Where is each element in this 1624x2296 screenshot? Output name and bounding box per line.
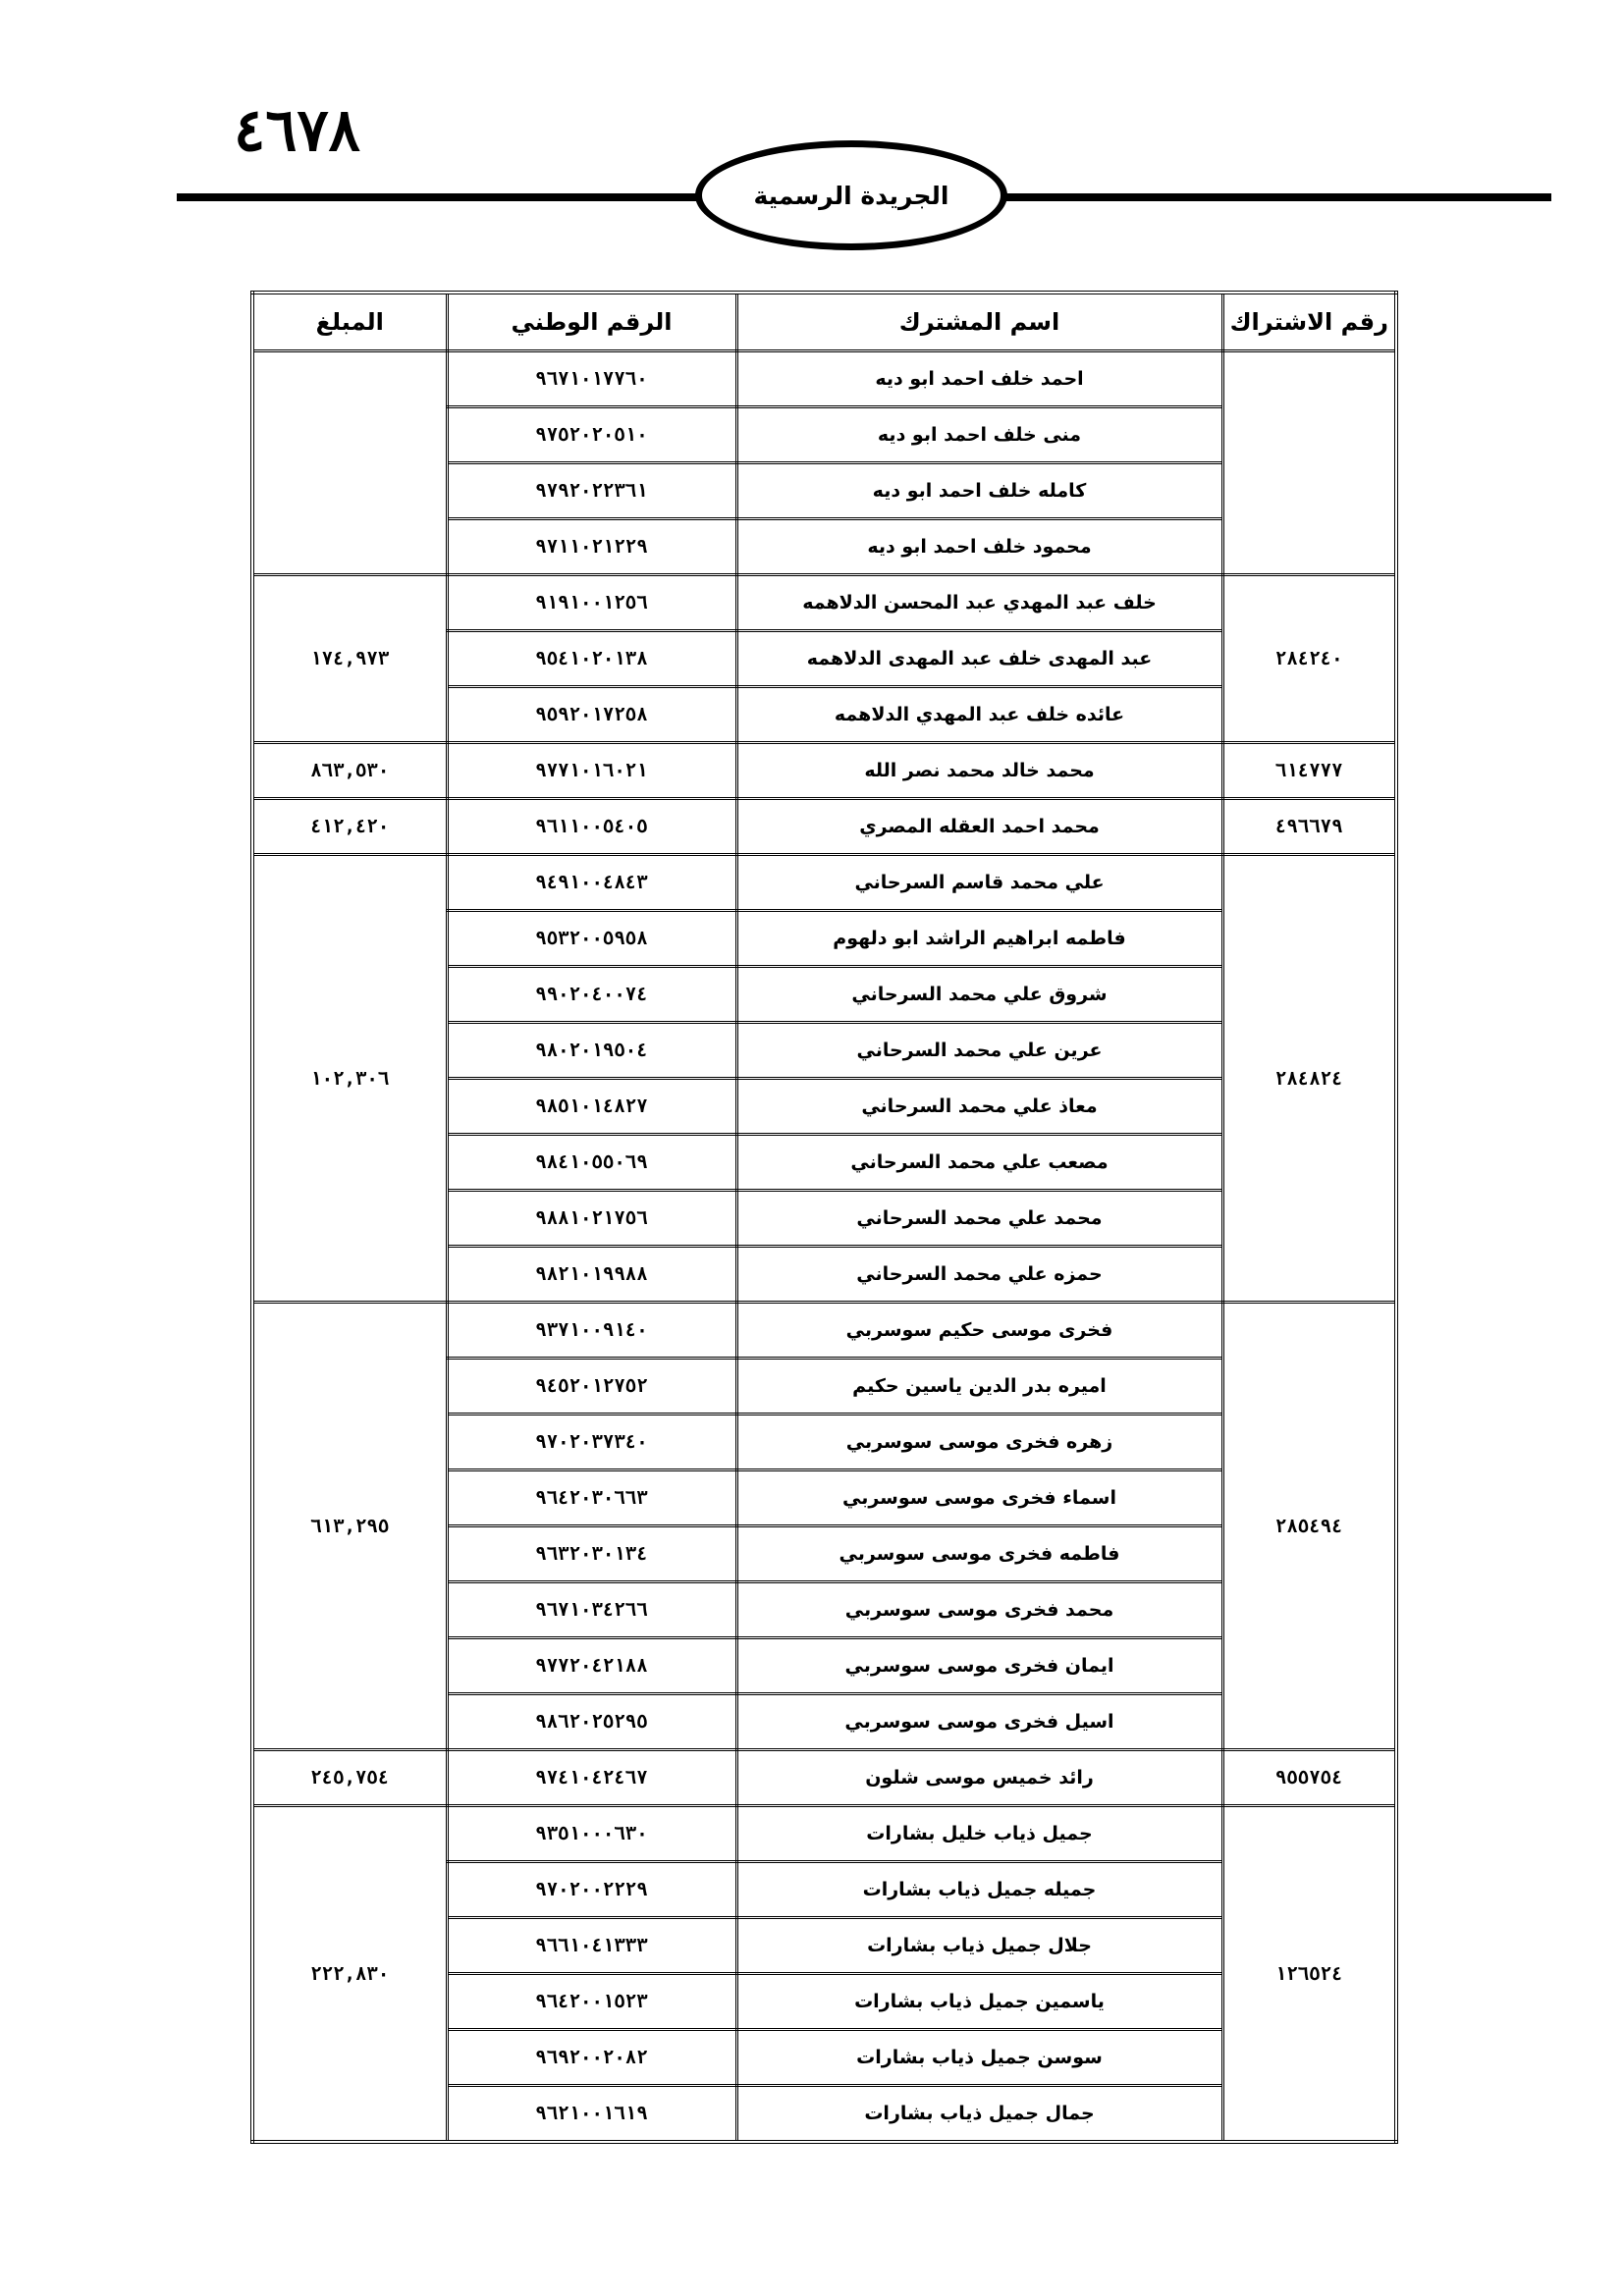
subscriber-name-cell: سوسن جميل ذياب بشارات bbox=[736, 2030, 1222, 2086]
subscriber-name-cell: ياسمين جميل ذياب بشارات bbox=[736, 1974, 1222, 2030]
subscriber-name-cell: علي محمد قاسم السرحاني bbox=[736, 855, 1222, 911]
table-header-row bbox=[252, 293, 1396, 351]
subscriber-name-cell: محمد خالد محمد نصر الله bbox=[736, 743, 1222, 799]
amount-cell: ١٧٤,٩٧٣ bbox=[252, 575, 447, 743]
subscriber-name-cell: كامله خلف احمد ابو ديه bbox=[736, 463, 1222, 519]
subscription-number-cell bbox=[1222, 351, 1396, 575]
national-id-cell: ٩٦٩٢٠٠٢٠٨٢ bbox=[447, 2030, 736, 2086]
table-row bbox=[252, 855, 1396, 911]
subscriber-name-cell: اسماء فخرى موسى سوسربي bbox=[736, 1470, 1222, 1526]
national-id-cell: ٩٥٣٢٠٠٥٩٥٨ bbox=[447, 911, 736, 967]
national-id-cell: ٩٧٧٢٠٤٢١٨٨ bbox=[447, 1638, 736, 1694]
national-id-cell: ٩٦٦١٠٤١٣٣٣ bbox=[447, 1918, 736, 1974]
national-id-cell: ٩٧٤١٠٤٢٤٦٧ bbox=[447, 1750, 736, 1806]
table-body bbox=[252, 351, 1396, 2143]
subscriber-name-cell: حمزه علي محمد السرحاني bbox=[736, 1247, 1222, 1303]
subscriber-name-cell: مصعب علي محمد السرحاني bbox=[736, 1135, 1222, 1191]
header-subscriber-name: اسم المشترك bbox=[736, 293, 1222, 351]
header-subscription-no: رقم الاشتراك bbox=[1222, 293, 1396, 351]
amount-cell: ٨٦٣,٥٣٠ bbox=[252, 743, 447, 799]
subscription-number-cell: ٢٨٤٨٢٤ bbox=[1222, 855, 1396, 1303]
subscriber-name-cell: محمد احمد العقله المصري bbox=[736, 799, 1222, 855]
subscriber-name-cell: زهره فخرى موسى سوسربي bbox=[736, 1415, 1222, 1470]
subscribers-table bbox=[250, 291, 1398, 2144]
national-id-cell: ٩٥٤١٠٢٠١٣٨ bbox=[447, 631, 736, 687]
national-id-cell: ٩٧٠٢٠٣٧٣٤٠ bbox=[447, 1415, 736, 1470]
amount-cell: ٢٤٥,٧٥٤ bbox=[252, 1750, 447, 1806]
national-id-cell: ٩٦٤٢٠٠١٥٢٣ bbox=[447, 1974, 736, 2030]
subscriber-name-cell: عائده خلف عبد المهدي الدلاهمه bbox=[736, 687, 1222, 743]
amount-cell: ٤١٢,٤٢٠ bbox=[252, 799, 447, 855]
subscription-number-cell: ٦١٤٧٧٧ bbox=[1222, 743, 1396, 799]
national-id-cell: ٩٦٣٢٠٣٠١٣٤ bbox=[447, 1526, 736, 1582]
subscriber-name-cell: عبد المهدى خلف عبد المهدى الدلاهمه bbox=[736, 631, 1222, 687]
national-id-cell: ٩٤٥٢٠١٢٧٥٢ bbox=[447, 1359, 736, 1415]
subscriber-name-cell: فاطمه فخرى موسى سوسربي bbox=[736, 1526, 1222, 1582]
national-id-cell: ٩٧١١٠٢١٢٢٩ bbox=[447, 519, 736, 575]
subscriber-name-cell: جلال جميل ذياب بشارات bbox=[736, 1918, 1222, 1974]
subscriber-name-cell: احمد خلف احمد ابو ديه bbox=[736, 351, 1222, 407]
subscription-number-cell: ٩٥٥٧٥٤ bbox=[1222, 1750, 1396, 1806]
subscriber-name-cell: جمال جميل ذياب بشارات bbox=[736, 2086, 1222, 2143]
subscriber-name-cell: محمد علي محمد السرحاني bbox=[736, 1191, 1222, 1247]
national-id-cell: ٩٨٤١٠٥٥٠٦٩ bbox=[447, 1135, 736, 1191]
page-number: ٤٦٧٨ bbox=[234, 96, 360, 165]
national-id-cell: ٩٥٩٢٠١٧٢٥٨ bbox=[447, 687, 736, 743]
national-id-cell: ٩٦١١٠٠٥٤٠٥ bbox=[447, 799, 736, 855]
national-id-cell: ٩٣٧١٠٠٩١٤٠ bbox=[447, 1303, 736, 1359]
national-id-cell: ٩٩٠٢٠٤٠٠٧٤ bbox=[447, 967, 736, 1023]
table-row bbox=[252, 1750, 1396, 1806]
gazette-masthead bbox=[695, 140, 1007, 250]
national-id-cell: ٩٨٥١٠١٤٨٢٧ bbox=[447, 1079, 736, 1135]
subscriber-name-cell: فاطمه ابراهيم الراشد ابو دلهوم bbox=[736, 911, 1222, 967]
subscriber-name-cell: معاذ علي محمد السرحاني bbox=[736, 1079, 1222, 1135]
amount-cell: ١٠٢,٣٠٦ bbox=[252, 855, 447, 1303]
national-id-cell: ٩١٩١٠٠١٢٥٦ bbox=[447, 575, 736, 631]
table-row bbox=[252, 1806, 1396, 1862]
subscriber-name-cell: محمد فخرى موسى سوسربي bbox=[736, 1582, 1222, 1638]
amount-cell: ٢٢٢,٨٣٠ bbox=[252, 1806, 447, 2143]
subscriber-name-cell: شروق علي محمد السرحاني bbox=[736, 967, 1222, 1023]
subscription-number-cell: ٤٩٦٦٧٩ bbox=[1222, 799, 1396, 855]
table-row bbox=[252, 743, 1396, 799]
national-id-cell: ٩٨٦٢٠٢٥٢٩٥ bbox=[447, 1694, 736, 1750]
subscriber-name-cell: خلف عبد المهدي عبد المحسن الدلاهمه bbox=[736, 575, 1222, 631]
subscriber-name-cell: جميله جميل ذياب بشارات bbox=[736, 1862, 1222, 1918]
subscriber-name-cell: رائد خميس موسى شلون bbox=[736, 1750, 1222, 1806]
amount-cell: ٦١٣,٢٩٥ bbox=[252, 1303, 447, 1750]
national-id-cell: ٩٨٨١٠٢١٧٥٦ bbox=[447, 1191, 736, 1247]
header-amount: المبلغ bbox=[252, 293, 447, 351]
national-id-cell: ٩٦٧١٠٣٤٢٦٦ bbox=[447, 1582, 736, 1638]
national-id-cell: ٩٦٤٢٠٣٠٦٦٣ bbox=[447, 1470, 736, 1526]
national-id-cell: ٩٣٥١٠٠٠٦٣٠ bbox=[447, 1806, 736, 1862]
national-id-cell: ٩٦٢١٠٠١٦١٩ bbox=[447, 2086, 736, 2143]
subscriber-name-cell: منى خلف احمد ابو ديه bbox=[736, 407, 1222, 463]
national-id-cell: ٩٧٥٢٠٢٠٥١٠ bbox=[447, 407, 736, 463]
table-row bbox=[252, 575, 1396, 631]
table-row bbox=[252, 799, 1396, 855]
subscription-number-cell: ٢٨٥٤٩٤ bbox=[1222, 1303, 1396, 1750]
subscriber-name-cell: جميل ذياب خليل بشارات bbox=[736, 1806, 1222, 1862]
subscriber-name-cell: ايمان فخرى موسى سوسربي bbox=[736, 1638, 1222, 1694]
subscriber-name-cell: اسيل فخرى موسى سوسربي bbox=[736, 1694, 1222, 1750]
national-id-cell: ٩٧٩٢٠٢٢٣٦١ bbox=[447, 463, 736, 519]
national-id-cell: ٩٧٧١٠١٦٠٢١ bbox=[447, 743, 736, 799]
subscriber-name-cell: عرين علي محمد السرحاني bbox=[736, 1023, 1222, 1079]
table-row bbox=[252, 351, 1396, 407]
table-row bbox=[252, 1303, 1396, 1359]
national-id-cell: ٩٦٧١٠١٧٧٦٠ bbox=[447, 351, 736, 407]
subscriber-name-cell: فخرى موسى حكيم سوسربي bbox=[736, 1303, 1222, 1359]
subscription-number-cell: ١٢٦٥٢٤ bbox=[1222, 1806, 1396, 2143]
national-id-cell: ٩٨٢١٠١٩٩٨٨ bbox=[447, 1247, 736, 1303]
header-national-id: الرقم الوطني bbox=[447, 293, 736, 351]
subscription-number-cell: ٢٨٤٢٤٠ bbox=[1222, 575, 1396, 743]
national-id-cell: ٩٨٠٢٠١٩٥٠٤ bbox=[447, 1023, 736, 1079]
national-id-cell: ٩٧٠٢٠٠٢٢٢٩ bbox=[447, 1862, 736, 1918]
amount-cell bbox=[252, 351, 447, 575]
subscriber-name-cell: محمود خلف احمد ابو ديه bbox=[736, 519, 1222, 575]
national-id-cell: ٩٤٩١٠٠٤٨٤٣ bbox=[447, 855, 736, 911]
subscriber-name-cell: اميره بدر الدين ياسين حكيم bbox=[736, 1359, 1222, 1415]
gazette-title: الجريدة الرسمية bbox=[753, 181, 949, 210]
